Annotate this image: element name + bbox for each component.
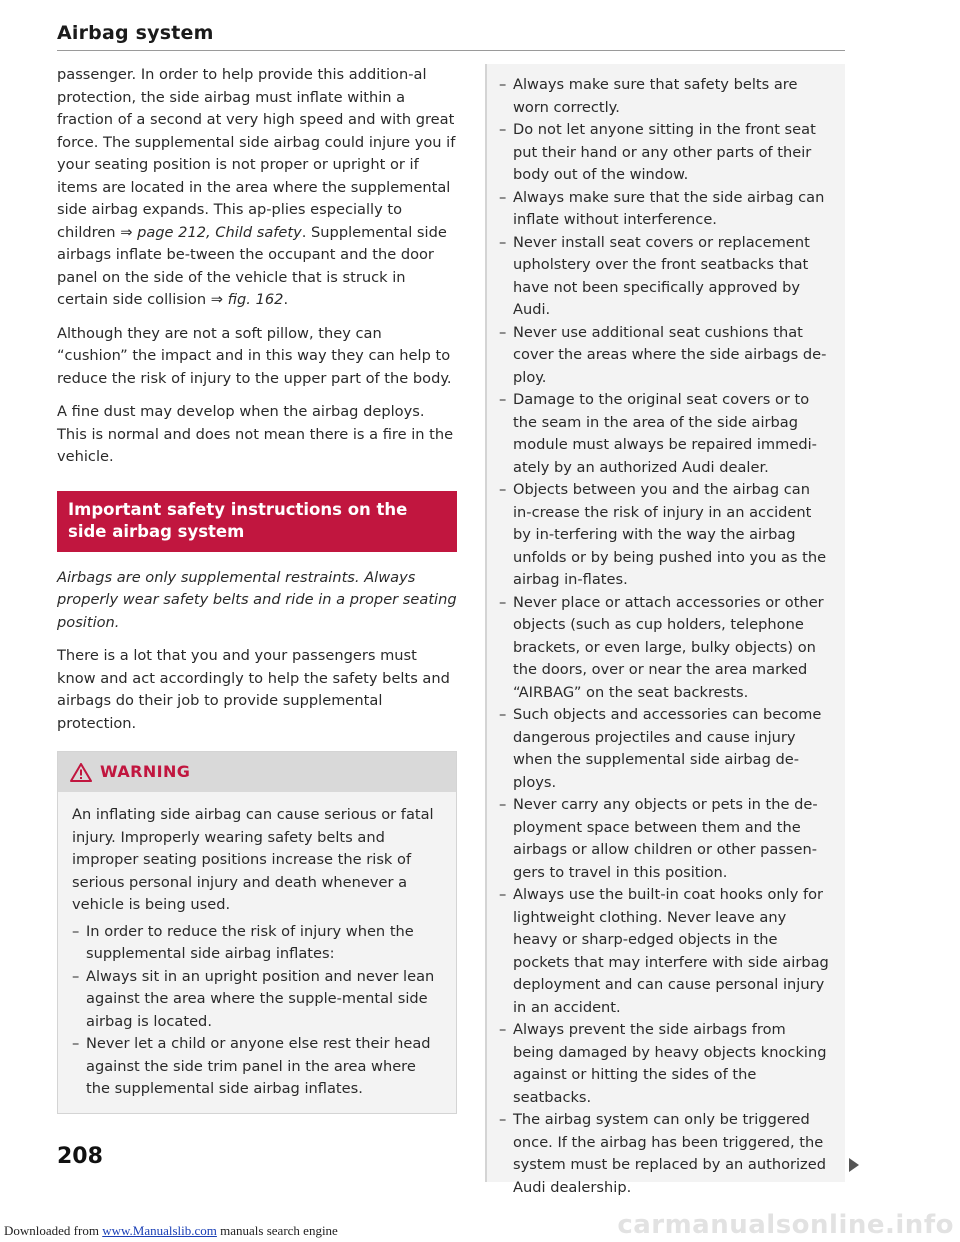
instruction-item: – Never carry any objects or pets in the de-ployment space between them and the airbags or allow children or other passen-gers to travel in this position. <box>499 794 831 884</box>
footer-suffix: manuals search engine <box>216 1223 338 1238</box>
instruction-item: – Never use additional seat cushions that cover the areas where the side airbags de-ploy. <box>499 322 831 390</box>
warning-text: An inflating side airbag can cause serious or fatal injury. Improperly wearing safety belts and improper seating positions increase the risk of serious personal injury and death whenever a vehicle is being used. <box>72 806 434 913</box>
warning-box <box>57 751 457 1114</box>
instruction-item: – Such objects and accessories can become dangerous projectiles and cause injury when the supplemental side airbag de-ploys. <box>499 704 831 794</box>
manualslib-link[interactable]: www.Manualslib.com <box>102 1223 217 1238</box>
paragraph-1-text-c: . <box>283 291 289 308</box>
instruction-item: – Damage to the original seat covers or to the seam in the area of the side airbag module must always be repaired immedi-ately by an authorized Audi dealer. <box>499 389 831 479</box>
header-divider <box>57 50 845 51</box>
instruction-list <box>499 74 831 1199</box>
paragraph-4: There is a lot that you and your passengers must know and act accordingly to help the safety belts and airbags do their job to provide supplemental protection. <box>57 647 450 732</box>
footer-prefix: Downloaded from <box>4 1223 103 1238</box>
paragraph-2: Although they are not a soft pillow, they can “cushion” the impact and in this way they can help to reduce the risk of injury to the upper part of the body. <box>57 324 452 387</box>
paragraph-1-text-a: passenger. In order to help provide this addition-al protection, the side airbag must inflate within a fraction of a second at very high speed and with great force. The supplemental side airbag could injure you if your seating position is not proper or upright or if items are located in the area where the supplemental side airbag expands. This ap-plies especially to children <box>57 66 456 241</box>
figure-162-link[interactable]: ⇒ fig. 162 <box>210 291 284 308</box>
paragraph-1-text-b: . Supplemental side airbags inflate be-tween the occupant and the door panel on the side of the vehicle that is struck in certain side collision <box>57 223 447 308</box>
warning-subitem: – Never let a child or anyone else rest their head against the side trim panel in the area where the supplemental side airbag inflates. <box>72 1033 442 1101</box>
warning-body <box>58 792 456 1113</box>
instruction-item: – Never install seat covers or replacement upholstery over the front seatbacks that have not been specifically approved by Audi. <box>499 232 831 322</box>
footer-text <box>4 1223 338 1239</box>
warning-label: WARNING <box>100 761 191 781</box>
section-heading: Important safety instructions on the side airbag system <box>57 491 457 552</box>
instruction-item: – Always make sure that the side airbag can inflate without interference. <box>499 187 831 232</box>
instruction-item: – Do not let anyone sitting in the front seat put their hand or any other parts of their body out of the window. <box>499 119 831 187</box>
warning-item: – In order to reduce the risk of injury when the supplemental side airbag inflates: <box>72 921 442 966</box>
paragraph-1 <box>57 64 457 312</box>
child-safety-page-link[interactable]: ⇒ page 212, Child safety <box>120 223 302 241</box>
page-title: Airbag system <box>57 22 214 44</box>
section-intro: Airbags are only supplemental restraints. Always properly wear safety belts and ride in a proper seating position. <box>57 568 457 631</box>
instruction-item: – Always use the built-in coat hooks only for lightweight clothing. Never leave any heavy or sharp-edged objects in the pockets that may interfere with side airbag deployment and can cause personal injury in an accident. <box>499 884 831 1019</box>
warning-continuation-box <box>485 64 845 1196</box>
instruction-item: – Always make sure that safety belts are worn correctly. <box>499 74 831 119</box>
instruction-item: – The airbag system can only be triggered once. If the airbag has been triggered, the system must be replaced by an authorized Audi dealership. <box>499 1109 831 1199</box>
left-column <box>57 64 457 1114</box>
warning-list <box>72 921 442 1101</box>
instruction-item: – Objects between you and the airbag can in-crease the risk of injury in an accident by in-terfering with the way the airbag unfolds or by being pushed into you as the airbag in-flates. <box>499 479 831 592</box>
footer <box>0 1210 960 1242</box>
page-number: 208 <box>57 1144 103 1169</box>
warning-triangle-icon <box>70 763 92 782</box>
warning-header <box>58 752 456 792</box>
warning-subitem: – Always sit in an upright position and never lean against the area where the supple-mental side airbag is located. <box>72 966 442 1034</box>
watermark: carmanualsonline.info <box>617 1210 954 1240</box>
continue-arrow-icon <box>849 1158 859 1172</box>
paragraph-3: A fine dust may develop when the airbag deploys. This is normal and does not mean there is a fire in the vehicle. <box>57 403 454 465</box>
instruction-item: – Always prevent the side airbags from being damaged by heavy objects knocking against or hitting the sides of the seatbacks. <box>499 1019 831 1109</box>
instruction-item: – Never place or attach accessories or other objects (such as cup holders, telephone brackets, or even large, bulky objects) on the doors, over or near the area marked “AIRBAG” on the seat backrests. <box>499 592 831 705</box>
